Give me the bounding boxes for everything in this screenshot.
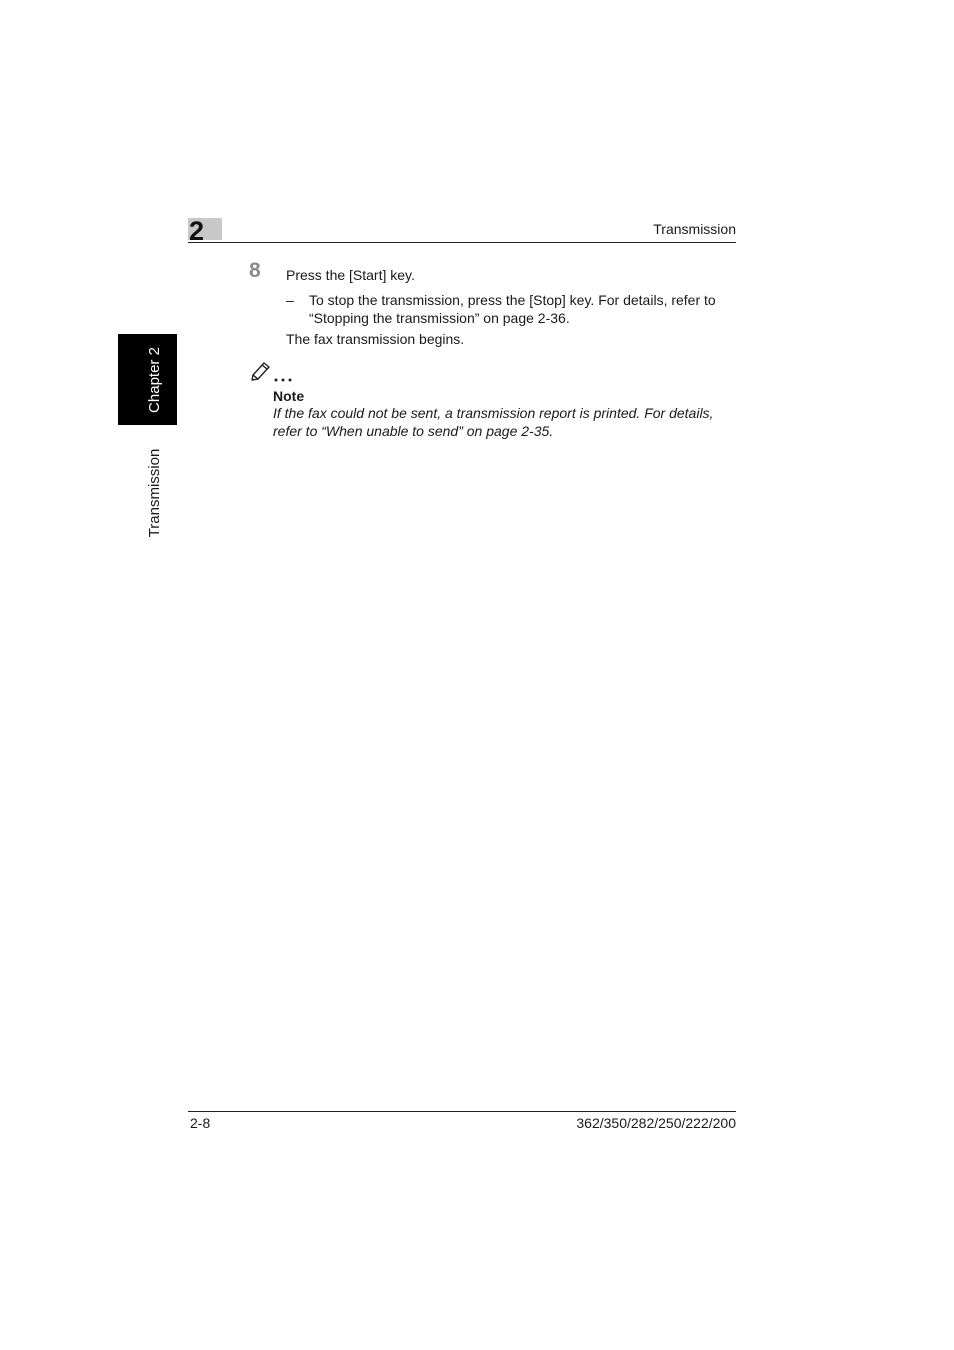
side-tab-chapter-label: Chapter 2 [146, 346, 163, 413]
note-text: If the fax could not be sent, a transmission report is printed. For details, refer to “When unable to send” on page 2-35. [273, 405, 714, 439]
header-rule [188, 242, 736, 243]
page-number: 2-8 [190, 1115, 211, 1131]
running-header-title: Transmission [653, 221, 736, 237]
chapter-number: 2 [189, 216, 205, 246]
side-tab-section-label: Transmission [146, 448, 163, 538]
footer-rule [188, 1111, 736, 1112]
sub-step-text: To stop the transmission, press the [Stop] key. For details, refer to “Stopping the transmission” on page 2-36. [309, 292, 716, 326]
sub-step-bullet: – [286, 292, 294, 308]
step-result: The fax transmission begins. [286, 331, 465, 347]
pencil-note-icon [250, 358, 300, 384]
note-label: Note [273, 388, 305, 404]
step-number: 8 [249, 259, 261, 282]
model-numbers: 362/350/282/250/222/200 [576, 1115, 736, 1131]
step-instruction: Press the [Start] key. [286, 267, 415, 283]
